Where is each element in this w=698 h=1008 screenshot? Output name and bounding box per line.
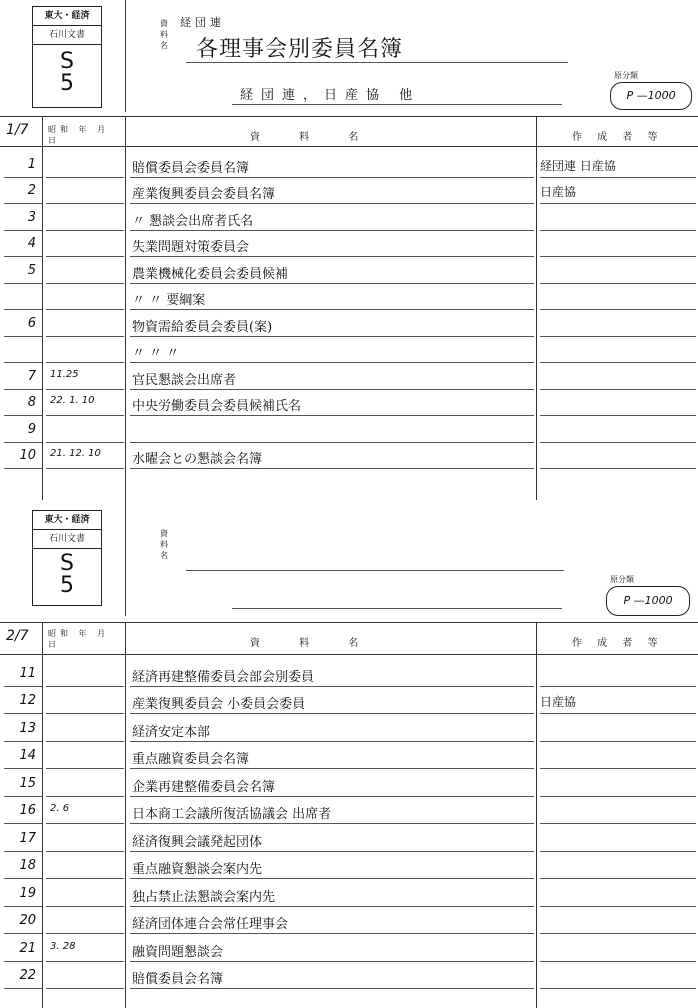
row-rule: [540, 713, 696, 714]
row-rule: [540, 415, 696, 416]
row-rule: [46, 389, 124, 390]
row-rule: [540, 988, 696, 989]
row-title: 経済再建整備委員会部会別委員: [132, 669, 315, 685]
row-number: 21: [19, 940, 36, 956]
row-rule: [130, 933, 534, 934]
row-title: 産業復興委員会委員名簿: [132, 187, 276, 202]
row-author: 経団連 日産協: [540, 158, 616, 173]
row-title: 官民懇談会出席者: [132, 372, 237, 388]
row-rule: [46, 256, 124, 257]
row-author: 日産協: [540, 185, 577, 199]
row-rule: [130, 796, 534, 797]
row-rule: [4, 283, 42, 284]
material-label-2: 資料名: [160, 529, 168, 560]
row-title: 物資需給委員会委員(案): [132, 319, 273, 335]
row-rule: [540, 741, 696, 742]
org-label: 経団連: [180, 16, 225, 29]
row-rule: [46, 336, 124, 337]
row-rule: [4, 442, 42, 443]
row-number: 17: [19, 830, 36, 846]
row-rule: [4, 878, 42, 879]
stamp-code: S 5: [60, 551, 74, 598]
row-rule: [540, 230, 696, 231]
row-rule: [46, 415, 124, 416]
row-rule: [130, 442, 534, 443]
row-rule: [4, 906, 42, 907]
row-rule: [130, 309, 534, 310]
row-rule: [4, 713, 42, 714]
row-title: 〃 〃 要綱案: [132, 293, 206, 308]
row-rule: [130, 362, 534, 363]
row-number: 3: [27, 209, 36, 225]
row-rule: [540, 933, 696, 934]
row-rule: [46, 362, 124, 363]
row-rule: [46, 933, 124, 934]
row-title: 〃 懇談会出席者氏名: [132, 213, 254, 229]
row-rule: [130, 177, 534, 178]
row-number: 1: [27, 156, 36, 172]
row-rule: [46, 851, 124, 852]
row-rule: [130, 851, 534, 852]
row-title: 企業再建整備委員会名簿: [132, 779, 276, 795]
row-date: 11.25: [50, 368, 79, 380]
row-rule: [540, 878, 696, 879]
row-rule: [540, 389, 696, 390]
collection-stamp-2: [32, 510, 102, 606]
class-label-2: 原分類: [610, 575, 634, 584]
row-rule: [130, 336, 534, 337]
margin-line: [125, 0, 126, 112]
row-rule: [130, 468, 534, 469]
row-number: 5: [27, 262, 36, 278]
class-value-box-2: [606, 586, 690, 616]
row-title: 〃 〃 〃: [132, 346, 180, 361]
row-rule: [130, 878, 534, 879]
row-rule: [4, 933, 42, 934]
row-number: 4: [27, 236, 36, 251]
row-rule: [4, 389, 42, 390]
row-number: 7: [27, 368, 36, 384]
col-no-header: 1/7: [6, 122, 29, 138]
row-rule: [4, 468, 42, 469]
row-number: 14: [19, 748, 36, 763]
material-label: 資料名: [160, 19, 168, 50]
row-rule: [540, 283, 696, 284]
collection-stamp-1: [32, 6, 102, 108]
row-rule: [46, 768, 124, 769]
class-value-2: P —1000: [623, 594, 673, 607]
row-rule: [130, 283, 534, 284]
row-number: 18: [19, 858, 36, 873]
row-title: 農業機械化委員会委員候補: [132, 266, 289, 282]
row-rule: [540, 468, 696, 469]
col-author-header: 作 成 者 等: [572, 132, 664, 143]
row-number: 10: [19, 448, 36, 463]
row-rule: [46, 177, 124, 178]
row-rule: [540, 961, 696, 962]
row-title: 失業問題対策委員会: [132, 240, 250, 255]
col-date-header: 昭和 年 月 日: [48, 125, 110, 145]
row-rule: [46, 796, 124, 797]
stamp-collection: 石川文書: [33, 26, 101, 45]
row-rule: [4, 309, 42, 310]
row-rule: [4, 230, 42, 231]
row-rule: [130, 906, 534, 907]
row-rule: [4, 796, 42, 797]
page-subtitle: 経団連，日産協 他: [240, 88, 421, 103]
row-rule: [130, 713, 534, 714]
row-number: 13: [19, 720, 36, 736]
class-value: P —1000: [626, 89, 676, 102]
class-label: 原分類: [614, 71, 638, 80]
row-number: 9: [27, 421, 36, 437]
row-rule: [540, 823, 696, 824]
row-rule: [4, 741, 42, 742]
row-rule: [46, 686, 124, 687]
row-rule: [540, 851, 696, 852]
row-title: 重点融資懇談会案内先: [132, 862, 263, 877]
row-rule: [540, 336, 696, 337]
row-rule: [4, 415, 42, 416]
row-rule: [130, 415, 534, 416]
col-title-header-2: 資 料 名: [250, 638, 377, 649]
row-rule: [4, 177, 42, 178]
row-rule: [540, 203, 696, 204]
row-rule: [540, 362, 696, 363]
row-rule: [46, 878, 124, 879]
row-rule: [130, 389, 534, 390]
row-rule: [46, 741, 124, 742]
row-date: 21. 12. 10: [50, 448, 101, 459]
row-rule: [130, 741, 534, 742]
class-value-box: [610, 82, 692, 110]
row-number: 22: [19, 968, 36, 983]
row-rule: [540, 768, 696, 769]
row-title: 経済団体連合会常任理事会: [132, 917, 289, 932]
row-rule: [4, 336, 42, 337]
row-rule: [130, 768, 534, 769]
row-title: 産業復興委員会 小委員会委員: [132, 697, 306, 712]
row-rule: [130, 823, 534, 824]
row-number: 11: [19, 665, 36, 681]
row-title: 重点融資委員会名簿: [132, 752, 250, 767]
row-title: 経済復興会議発起団体: [132, 834, 263, 850]
row-date: 3. 28: [50, 940, 76, 952]
row-title: 融資問題懇談会: [132, 944, 224, 960]
row-rule: [130, 203, 534, 204]
row-rule: [4, 768, 42, 769]
row-rule: [540, 686, 696, 687]
row-rule: [4, 256, 42, 257]
row-rule: [540, 177, 696, 178]
row-title: 賠償委員会委員名簿: [132, 160, 250, 176]
row-rule: [130, 686, 534, 687]
row-rule: [46, 961, 124, 962]
row-number: 19: [19, 885, 36, 901]
row-title: 中央労働委員会委員候補氏名: [132, 399, 302, 414]
row-rule: [130, 230, 534, 231]
row-title: 日本商工会議所復活協議会 出席者: [132, 807, 332, 822]
row-rule: [540, 256, 696, 257]
row-title: 水曜会との懇談会名簿: [132, 452, 263, 467]
row-rule: [130, 988, 534, 989]
row-rule: [4, 823, 42, 824]
row-rule: [46, 283, 124, 284]
row-rule: [4, 203, 42, 204]
row-rule: [4, 851, 42, 852]
row-number: 12: [19, 693, 36, 708]
row-rule: [4, 988, 42, 989]
col-no-header-2: 2/7: [6, 628, 29, 644]
row-number: 8: [27, 395, 36, 410]
row-rule: [4, 961, 42, 962]
row-rule: [46, 230, 124, 231]
row-title: 賠償委員会名簿: [132, 972, 224, 987]
row-rule: [46, 468, 124, 469]
row-number: 2: [27, 183, 36, 198]
row-rule: [540, 442, 696, 443]
col-date-header-2: 昭和 年 月 日: [48, 629, 110, 649]
row-title: 経済安定本部: [132, 724, 211, 740]
col-author-header-2: 作 成 者 等: [572, 638, 664, 649]
row-title: 独占禁止法懇談会案内先: [132, 889, 276, 905]
row-rule: [46, 442, 124, 443]
row-rule: [46, 988, 124, 989]
row-rule: [46, 203, 124, 204]
row-number: 16: [19, 803, 36, 818]
row-rule: [4, 686, 42, 687]
stamp-org: 東大・経済: [33, 511, 101, 530]
stamp-org: 東大・経済: [33, 7, 101, 26]
row-rule: [130, 961, 534, 962]
row-date: 22. 1. 10: [50, 395, 95, 406]
row-rule: [4, 362, 42, 363]
row-number: 15: [19, 775, 36, 791]
row-number: 6: [27, 315, 36, 331]
row-rule: [46, 906, 124, 907]
row-author: 日産協: [540, 695, 577, 709]
row-rule: [540, 309, 696, 310]
row-rule: [540, 796, 696, 797]
stamp-collection: 石川文書: [33, 530, 101, 549]
row-rule: [46, 713, 124, 714]
row-rule: [46, 823, 124, 824]
page-title: 各理事会別委員名簿: [196, 37, 404, 62]
row-rule: [540, 906, 696, 907]
row-rule: [46, 309, 124, 310]
col-title-header: 資 料 名: [250, 132, 377, 143]
stamp-code: S 5: [60, 49, 74, 96]
row-date: 2. 6: [50, 803, 70, 814]
row-number: 20: [19, 913, 36, 928]
row-rule: [130, 256, 534, 257]
